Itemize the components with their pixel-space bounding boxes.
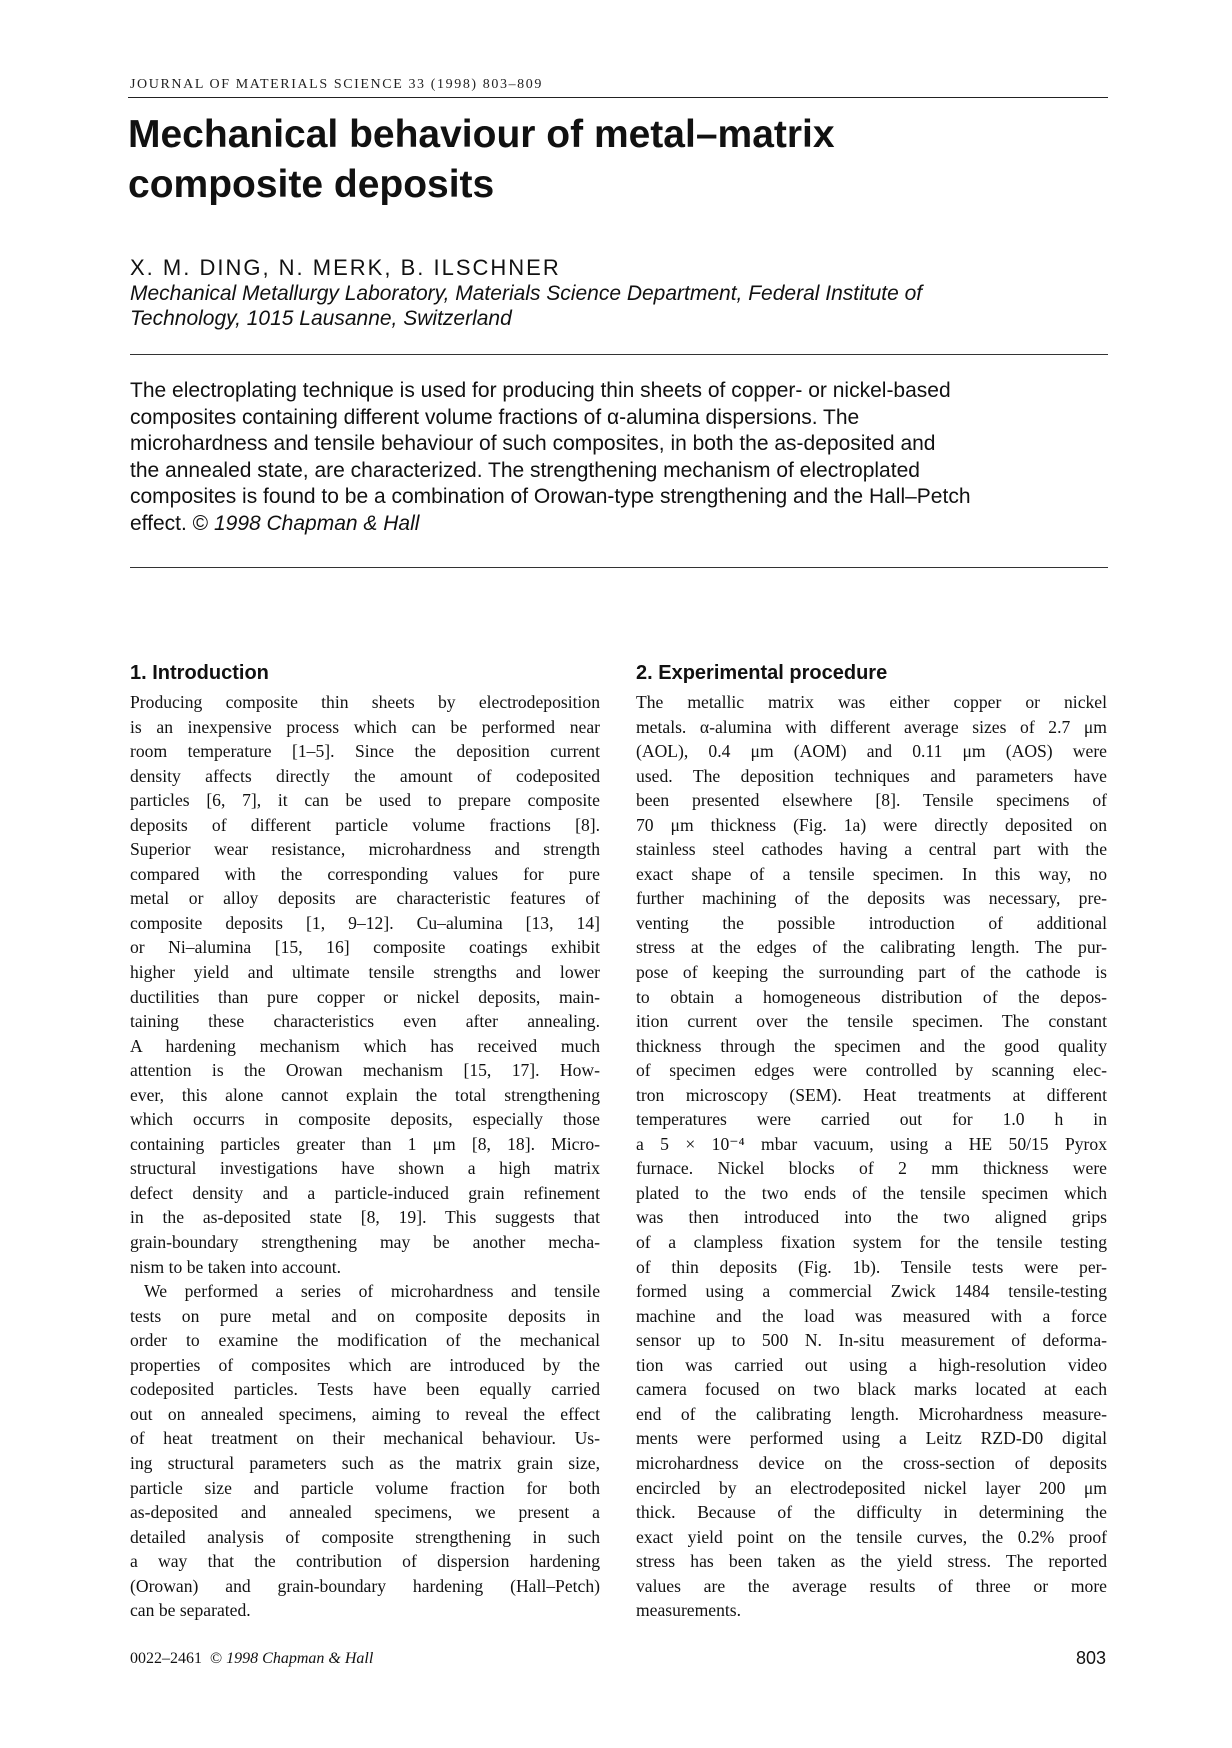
text-line: exact yield point on the tensile curves, the 0.2% proof: [636, 1526, 1107, 1547]
text-line: plated to the two ends of the tensile specimen which: [636, 1182, 1107, 1203]
text-line: tron microscopy (SEM). Heat treatments at different: [636, 1084, 1107, 1105]
affiliation: [130, 281, 1090, 331]
issn: 0022–2461: [130, 1650, 202, 1667]
text-line: venting the possible introduction of additional: [636, 912, 1107, 933]
text-line: properties of composites which are introduced by the: [130, 1354, 600, 1375]
text-line: We performed a series of microhardness and tensile: [144, 1281, 600, 1302]
abstract-line: composites is found to be a combination of Orowan-type strengthening and the Hall–Petch: [130, 485, 971, 508]
copyright-symbol: ©: [210, 1650, 223, 1667]
text-line: room temperature [1–5]. Since the deposition current: [130, 741, 600, 762]
text-line: furnace. Nickel blocks of 2 mm thickness were: [636, 1158, 1107, 1179]
text-line: (AOL), 0.4 μm (AOM) and 0.11 μm (AOS) were: [636, 741, 1107, 762]
text-line: was then introduced into the two aligned grips: [636, 1207, 1107, 1228]
text-line: as-deposited and annealed specimens, we present a: [130, 1502, 600, 1523]
text-line: defect density and a particle-induced grain refinement: [130, 1182, 600, 1203]
abstract-rule-top: [130, 354, 1108, 355]
text-line: camera focused on two black marks located at each: [636, 1379, 1107, 1400]
header-rule: [128, 97, 1108, 98]
text-line: further machining of the deposits was necessary, pre-: [636, 888, 1107, 909]
section-heading-introduction: 1. Introduction: [130, 662, 269, 684]
text-line: ing structural parameters such as the matrix grain size,: [130, 1452, 600, 1473]
abstract-line: the annealed state, are characterized. The strengthening mechanism of electroplated: [130, 458, 920, 482]
abstract-rule-bottom: [130, 567, 1108, 568]
text-line: of heat treatment on their mechanical behaviour. Us-: [130, 1428, 600, 1449]
journal-header: JOURNAL OF MATERIALS SCIENCE 33 (1998) 803–809: [130, 77, 543, 92]
text-line: been presented elsewhere [8]. Tensile specimens of: [636, 790, 1107, 811]
text-line: ments were performed using a Leitz RZD-D0 digital: [636, 1428, 1107, 1449]
affiliation-line: Technology, 1015 Lausanne, Switzerland: [130, 307, 512, 330]
text-line: compared with the corresponding values for pure: [130, 863, 600, 884]
text-line: values are the average results of three or more: [636, 1575, 1107, 1596]
text-line: deposits of different particle volume fractions [8].: [130, 814, 600, 835]
text-line: containing particles greater than 1 μm [8, 18]. Micro-: [130, 1133, 600, 1154]
text-line: pose of keeping the surrounding part of the cathode is: [636, 962, 1107, 983]
text-line: density affects directly the amount of codeposited: [130, 765, 600, 786]
text-line: ductilities than pure copper or nickel deposits, main-: [130, 986, 600, 1007]
text-line: composite deposits [1, 9–12]. Cu–alumina [13, 14]: [130, 912, 600, 933]
text-line: nism to be taken into account.: [130, 1256, 342, 1277]
text-line: metal or alloy deposits are characteristic features of: [130, 888, 600, 909]
text-line: stainless steel cathodes having a central part with the: [636, 839, 1107, 860]
text-line: The metallic matrix was either copper or nickel: [636, 692, 1107, 712]
text-line: stress at the edges of the calibrating length. The pur-: [636, 937, 1107, 958]
text-line: measurements.: [636, 1600, 742, 1621]
text-line: particle size and particle volume fraction for both: [130, 1477, 600, 1498]
text-line: a way that the contribution of dispersion hardening: [130, 1551, 600, 1572]
abstract-last-line: [130, 511, 1108, 538]
text-line: particles [6, 7], it can be used to prepare composite: [130, 790, 600, 811]
text-line: higher yield and ultimate tensile strengths and lower: [130, 962, 600, 983]
text-line: stress has been taken as the yield stress. The reported: [636, 1551, 1107, 1572]
title-line: composite deposits: [128, 163, 495, 206]
abstract: [130, 378, 1108, 537]
text-line: structural investigations have shown a high matrix: [130, 1158, 600, 1179]
publisher: 1998 Chapman & Hall: [226, 1650, 374, 1667]
text-line: machine and the load was measured with a force: [636, 1305, 1107, 1326]
abstract-line: composites containing different volume fractions of α-alumina dispersions. The: [130, 405, 860, 429]
text-line: temperatures were carried out for 1.0 h in: [636, 1109, 1107, 1130]
text-line: ever, this alone cannot explain the total strengthening: [130, 1084, 600, 1105]
page-number: 803: [1075, 1648, 1106, 1668]
text-line: Producing composite thin sheets by electrodeposition: [130, 692, 600, 712]
abstract-line: microhardness and tensile behaviour of such composites, in both the as-deposited and: [130, 432, 936, 455]
abstract-last-text: effect. ©: [130, 511, 209, 535]
text-line: is an inexpensive process which can be performed near: [130, 716, 600, 737]
text-line: detailed analysis of composite strengthening in such: [130, 1526, 600, 1547]
text-line: of thin deposits (Fig. 1b). Tensile tests were per-: [636, 1256, 1107, 1277]
text-line: or Ni–alumina [15, 16] composite coatings exhibit: [130, 937, 600, 958]
text-line: microhardness device on the cross-section of deposits: [636, 1452, 1107, 1473]
text-line: tion was carried out using a high-resolution video: [636, 1354, 1107, 1375]
text-line: of specimen edges were controlled by scanning elec-: [636, 1060, 1107, 1081]
text-line: can be separated.: [130, 1600, 251, 1621]
introduction-text: [130, 690, 600, 1623]
text-line: out on annealed specimens, aiming to reveal the effect: [130, 1403, 600, 1424]
text-line: of a clampless fixation system for the tensile testing: [636, 1232, 1107, 1253]
paper-title: [128, 110, 1088, 210]
text-line: a 5 × 10⁻⁴ mbar vacuum, using a HE 50/15 Pyrox: [636, 1133, 1107, 1154]
text-line: encircled by an electrodeposited nickel layer 200 μm: [636, 1477, 1107, 1498]
text-line: end of the calibrating length. Microhardness measure-: [636, 1403, 1107, 1424]
text-line: used. The deposition techniques and parameters have: [636, 765, 1107, 786]
text-line: 70 μm thickness (Fig. 1a) were directly deposited on: [636, 814, 1107, 835]
text-line: attention is the Orowan mechanism [15, 17]. How-: [130, 1060, 600, 1081]
text-line: order to examine the modification of the mechanical: [130, 1330, 600, 1351]
text-line: metals. α-alumina with different average sizes of 2.7 μm: [636, 716, 1107, 737]
text-line: thick. Because of the difficulty in determining the: [636, 1502, 1107, 1523]
text-line: taining these characteristics even after annealing.: [130, 1011, 600, 1032]
text-line: codeposited particles. Tests have been equally carried: [130, 1379, 600, 1400]
text-line: grain-boundary strengthening may be another mecha-: [130, 1232, 600, 1253]
text-line: exact shape of a tensile specimen. In this way, no: [636, 863, 1107, 884]
text-line: ition current over the tensile specimen. The constant: [636, 1011, 1107, 1032]
affiliation-line: Mechanical Metallurgy Laboratory, Materials Science Department, Federal Institute of: [130, 282, 923, 305]
text-line: formed using a commercial Zwick 1484 tensile-testing: [636, 1281, 1107, 1302]
text-line: A hardening mechanism which has received much: [130, 1035, 600, 1056]
text-line: (Orowan) and grain-boundary hardening (Hall–Petch): [130, 1575, 600, 1596]
abstract-line: The electroplating technique is used for producing thin sheets of copper- or nickel-based: [130, 379, 951, 402]
footer-issn-line: [130, 1650, 373, 1668]
text-line: which occurrs in composite deposits, especially those: [130, 1109, 600, 1130]
text-line: in the as-deposited state [8, 19]. This suggests that: [130, 1207, 600, 1228]
text-line: Superior wear resistance, microhardness and strength: [130, 839, 600, 860]
text-line: tests on pure metal and on composite deposits in: [130, 1305, 600, 1326]
text-line: thickness through the specimen and the good quality: [636, 1035, 1107, 1056]
experimental-text: [636, 690, 1107, 1623]
abstract-copyright: 1998 Chapman & Hall: [213, 511, 420, 535]
title-line: Mechanical behaviour of metal–matrix: [128, 113, 835, 156]
authors: X. M. DING, N. MERK, B. ILSCHNER: [130, 255, 561, 280]
text-line: sensor up to 500 N. In-situ measurement of deforma-: [636, 1330, 1107, 1351]
section-heading-experimental: 2. Experimental procedure: [636, 662, 888, 684]
text-line: to obtain a homogeneous distribution of the depos-: [636, 986, 1107, 1007]
